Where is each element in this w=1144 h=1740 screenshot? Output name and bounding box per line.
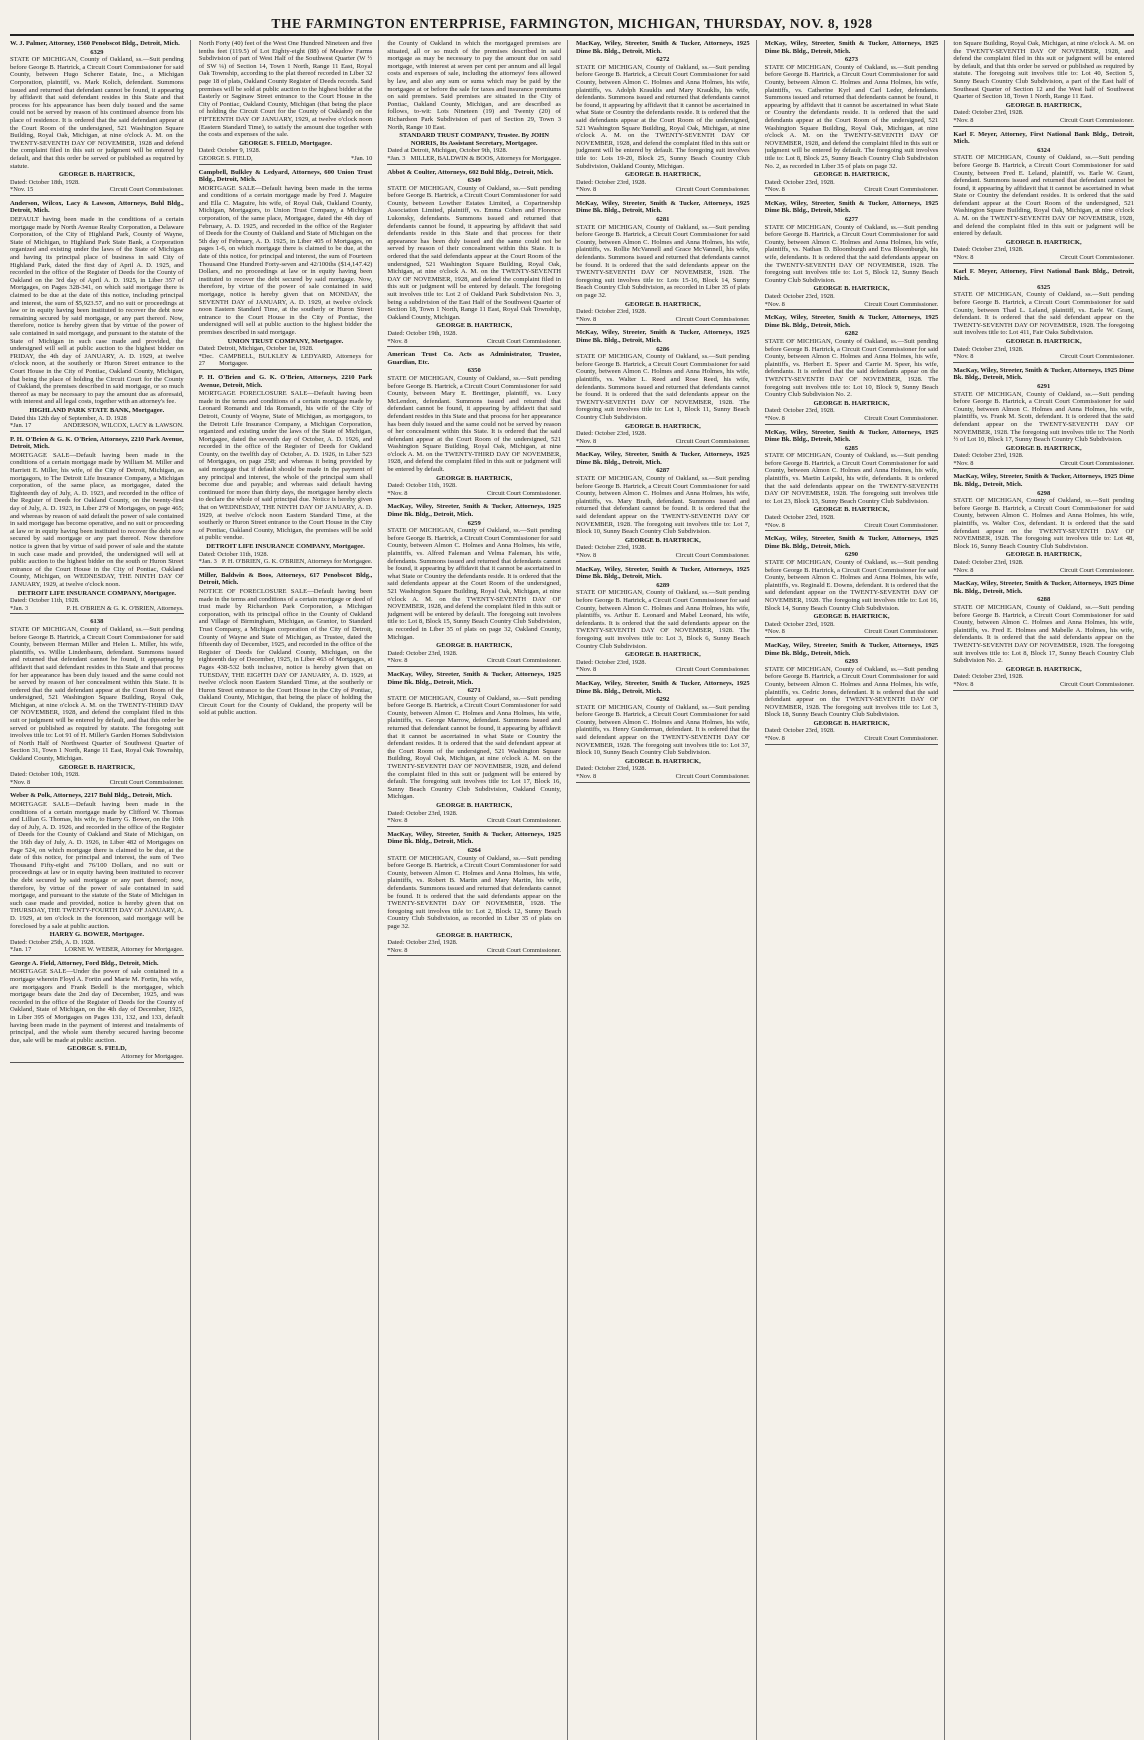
notice-footer-left: *Nov. 8 [387, 817, 408, 825]
notice-date: Dated at Detroit, Michigan, October 9th, 1928. [387, 147, 508, 155]
notice-body: MORTGAGE SALE—Default having been made in the terms and conditions of a certain mortgage made by Fred J. Maguire and Ella C. Maguire, his wife, of Royal Oak, Oakland County, Michigan, Mortgagors, to Union Trust Company, a Michigan corporation, of the same place, Mortgagee, dated the 4th day of February, A. D. 1925, and recorded in the office of the Register of Deeds for the County of Oakland and State of Michigan on the 5th day of February, A. D. 1925, in Liber 405 of Mortgages, on pages 1-6, on which mortgage there is claimed to be due, at the date of this notice, for principal and interest, the sum of Fourteen Thousand One Hundred Forty-seven and 42/100ths ($14,147.42) Dollars, and no proceedings at law or in equity having been instituted to recover the debt secured by said mortgage. Now, therefore, by virtue of the power of sale contained in said mortgage, notice is hereby given that on MONDAY, the SEVENTH DAY of JANUARY, A. D. 1929, at twelve o'clock noon Eastern Standard Time, at the southerly or Huron Street entrance to the Court House in the City of Pontiac, the undersigned will sell at public auction to the highest bidder the premises described in said mortgage. [198, 184, 373, 336]
legal-notice [387, 169, 561, 348]
notice-footer-left: *Nov. 8 [953, 459, 974, 467]
notice-body: MORTGAGE SALE—Default having been made in the conditions of a certain mortgage made by Clifford W. Thomas and Lillian G. Thomas, his wife, to Harry G. Bower, on the 10th day of July, A. D. 1926, and recorded in the office of the Register of Deeds for the County of Oakland and State of Michigan, on the 16th day of July, A. D. 1926, in Liber 482 of Mortgages on Page 524, on which mortgage there is claimed to be due, at the date of this notice, for principal and interest, the sum of Two Thousand Fifty-eight and 76/100 Dollars, and no suit or proceedings at law or in equity having been instituted to recover the debt secured by said mortgage or any part thereof; now, therefore, by virtue of the power of sale contained in said mortgage, and pursuant to the statute of the State of Michigan in such case made and provided, notice is hereby given that on THURSDAY, THE TWENTY-FOURTH DAY OF JANUARY, A. D. 1929, at ten o'clock in the forenoon, said mortgage will be foreclosed by a sale at public auction. [10, 801, 184, 930]
notice-footer-right: Circuit Court Commissioner. [1059, 566, 1134, 574]
notice-signature: GEORGE B. HARTRICK, [58, 763, 135, 771]
legal-notice [953, 580, 1134, 690]
notice-footer-left: *Nov. 8 [764, 521, 785, 529]
notice-columns [10, 40, 1134, 1740]
notice-footer-left: *Dec. 27 [198, 352, 214, 368]
column-4 [576, 40, 757, 1740]
notice-footer-left: *Nov. 8 [10, 778, 31, 786]
notice-body: STATE OF MICHIGAN, County of Oakland, ss.—Suit pending before George B. Hartrick, a Circuit Court Commissioner for said County, between Almon C. Holmes and Anna Holmes, his wife, plaintiffs, vs. Frank M. Scott, defendant. It is ordered that the said defendant appear on the TWENTY-SEVENTH DAY OF NOVEMBER, 1928. The foregoing suit involves title to: The North ½ of Lot 10, Block 17, Sunny Beach Country Club Subdivision. [953, 390, 1134, 444]
notice-date: Dated: October 23rd, 1928. [387, 809, 458, 817]
legal-notice [387, 831, 561, 957]
notice-body: STATE OF MICHIGAN, County of Oakland, ss.—Suit pending before George B. Hartrick, a Circuit Court Commissioner for said County, between Almon C. Holmes and Anna Holmes, his wife, plaintiffs, vs. Cedric Jones, defendant. It is ordered that the said defendant appear on the TWENTY-SEVENTH DAY OF NOVEMBER, 1928. The foregoing suit involves title to: Lot 3, Block 18, Sunny Beach Country Club Subdivision. [764, 665, 939, 719]
notice-header: MacKay, Wiley, Streeter, Smith & Tucker, Attorneys, 1925 Dime Bk. Bldg., Detroit, Mich. [576, 451, 750, 466]
legal-notice [10, 200, 184, 432]
notice-footer-left: *Nov. 8 [953, 680, 974, 688]
notice-footer-right: Circuit Court Commissioner. [675, 437, 750, 445]
notice-footer-right: Circuit Court Commissioner. [486, 337, 561, 345]
notice-footer-left: *Nov. 8 [576, 666, 597, 674]
notice-footer-left: *Nov. 8 [387, 337, 408, 345]
legal-notice [576, 200, 750, 326]
notice-signature: GEORGE B. HARTRICK, [436, 474, 513, 482]
notice-body: STATE OF MICHIGAN, County of Oakland, ss.—Suit pending before George B. Hartrick, a Circuit Court Commissioner for said County, between Almon C. Holmes and Anna Holmes, his wife, plaintiffs, vs. Herbert E. Speer and Carrie M. Speer, his wife, defendants. It is ordered that the said defendants appear on the TWENTY-SEVENTH DAY OF NOVEMBER, 1928. The foregoing suit involves title to: Lot 10, Block 9, Sunny Beach Country Club Subdivision No. 2. [764, 337, 939, 399]
notice-footer-right: LORNE W. WEBER, Attorney for Mortgagee. [64, 946, 184, 954]
notice-footer-left: *Nov. 8 [764, 735, 785, 743]
notice-header: McKay, Wiley, Streeter, Smith & Tucker, Attorneys, 1925 Dime Bk. Bldg., Detroit, Mich. [764, 314, 939, 329]
notice-body: STATE OF MICHIGAN, County of Oakland, ss.—Suit pending before George B. Hartrick, a Circuit Court Commissioner for said County, between Almon C. Holmes and Anna Holmes, his wife, plaintiffs, vs. Catherine Kyrl and Carl Leder, defendants. Summons issued and returned that defendants cannot be found, it appearing by affidavit that it cannot be ascertained in what State or Country the defendants reside. It is ordered that the said defendants appear at the Court Room of the undersigned, 521 Washington Square Building, Royal Oak, Michigan, at nine o'clock A. M. on the TWENTY-SEVENTH DAY OF NOVEMBER, 1928, and defend the complaint filed in this suit or judgment will be entered by default. The foregoing suit involves title to: Lot 8, Block 25, Sunny Beach Country Club Subdivision No. 2, as recorded in Liber 35 of plats on page 32. [764, 63, 939, 170]
notice-header: MacKay, Wiley, Streeter, Smith & Tucker, Attorneys, 1925 Dime Bk. Bldg., Detroit, Mich. [764, 641, 939, 657]
notice-case-number: 6272 [656, 56, 670, 64]
notice-signature: HIGHLAND PARK STATE BANK, Mortgagee. [29, 406, 165, 414]
legal-notice [953, 131, 1134, 264]
notice-body: STATE OF MICHIGAN, County of Oakland, ss.—Suit pending before George B. Hartrick, a Circuit Court Commissioner for said County, between Lowther Estates Limited, a Copartnership Association Limited, plaintiff, vs. Emma Cohen and Florence Lukonsky, defendants. Summons issued and returned that defendants cannot be found, it appearing by affidavit that said defendants reside in this State and that process for their appearance has been duly issued and the same could not be served by reason of their concealment within this State. It is ordered that the said defendants appear at the Court Room of the undersigned, 521 Washington Square Building, Royal Oak, Michigan, at nine o'clock A. M. on the TWENTY-SEVENTH DAY OF NOVEMBER, 1928, and defend the complaint filed in this suit or judgment will be entered by default. The foregoing suit involves title to: Lot 2 of Oakland Park Subdivision No. 3, being a subdivision of the East Half of the Southwest Quarter of Section 18, Town 1 North, Range 11 East, Royal Oak Township, Oakland County, Michigan. [387, 184, 561, 321]
notice-header: McKay, Wiley, Streeter, Smith & Tucker, Attorneys, 1925 Dime Bk. Bldg., Detroit, Mich. [764, 40, 939, 55]
notice-date: Dated: October 23rd, 1928. [764, 514, 835, 522]
notice-signature: GEORGE B. HARTRICK, [436, 802, 513, 809]
notice-header: MacKay, Wiley, Streeter, Smith & Tucker, Attorneys, 1925 Dime Bk. Bldg., Detroit, Mich. [387, 503, 561, 519]
notice-header: Anderson, Wilcox, Lacy & Lawson, Attorneys, Buhl Bldg., Detroit, Mich. [10, 199, 184, 215]
legal-notice [765, 535, 939, 638]
masthead-title: THE FARMINGTON ENTERPRISE, FARMINGTON, MICHIGAN, THURSDAY, NOV. 8, 1928 [271, 16, 873, 31]
legal-notice [199, 374, 373, 568]
notice-footer-left: *Nov. 15 [10, 186, 34, 194]
notice-case-number: 6290 [844, 551, 859, 559]
legal-notice [387, 503, 561, 666]
notice-body: STATE OF MICHIGAN, County of Oakland, ss.—Suit pending before George B. Hartrick, a Circuit Court Commissioner for said County, between Fred E. Leland, plaintiff, vs. Earle W. Grant, defendant. Summons issued and returned that defendant cannot be found, it appearing by affidavit that it cannot be ascertained in what State or Country the defendant resides. It is ordered that the said defendant appear at the Court Room of the undersigned, 521 Washington Square Building, Royal Oak, Michigan, at nine o'clock A. M. on the TWENTY-SEVENTH DAY OF NOVEMBER, 1928, and defend the complaint filed in this suit or judgment will be entered by default. [953, 154, 1134, 238]
legal-notice [953, 40, 1134, 127]
notice-footer-right: Circuit Court Commissioner. [675, 666, 750, 674]
legal-notice [765, 642, 939, 745]
notice-date: Dated: October 11th, 1928. [10, 597, 80, 605]
notice-date: Dated: October 23rd, 1928. [953, 345, 1024, 353]
notice-footer-right: Circuit Court Commissioner. [486, 817, 561, 825]
notice-header: MacKay, Wiley, Streeter, Smith & Tucker, Attorneys, 1925 Dime Bk. Bldg., Detroit, Mich. [953, 580, 1134, 595]
legal-notice [953, 473, 1134, 576]
notice-date: Dated: October 23rd, 1928. [764, 178, 835, 186]
notice-case-number: 6277 [844, 216, 859, 224]
legal-notice [10, 40, 184, 196]
notice-body: the County of Oakland in which the mortgaged premises are situated, all or so much of the premises described in said mortgage as may be necessary to pay the amount due on said mortgage, with interest at seven per cent per annum and all legal costs and expenses of sale, including the attorneys' fees allowed by law, and also any sum or sums which may be paid by the mortgagee at or before the sale for taxes and insurance premiums on said premises. Said premises are situated in the City of Pontiac, Oakland County, Michigan, and are described as follows, to-wit: Lots Nineteen (19) and Twenty (20) of Richardson Park Subdivision of part of Section 29, Town 3 North, Range 10 East. [387, 40, 561, 131]
notice-footer-right: Circuit Court Commissioner. [486, 946, 561, 954]
notice-date: Dated: October 23rd, 1928. [576, 658, 647, 666]
notice-body: STATE OF MICHIGAN, County of Oakland, ss.—Suit pending before George B. Hartrick, a Circuit Court Commissioner for said County, between Almon C. Holmes and Anna Holmes, his wife, plaintiffs, vs. Fred E. Holmes and Mabelle A. Holmes, his wife, defendants. It is ordered that the said defendants appear on the TWENTY-SEVENTH DAY OF NOVEMBER, 1928. The foregoing suit involves title to: Lot 8, Block 17, Sunny Beach Country Club Subdivision No. 2. [953, 603, 1134, 665]
notice-body: STATE OF MICHIGAN, County of Oakland, ss.—Suit pending before George B. Hartrick, a Circuit Court Commissioner for said County, between Almon C. Holmes and Anna Holmes, his wife, plaintiffs, vs. Arthur E. Leonard and Mabel Leonard, his wife, defendants. It is ordered that the said defendants appear on the TWENTY-SEVENTH DAY OF NOVEMBER, 1928. The foregoing suit involves title to: Lot 3, Block 6, Sunny Beach Country Club Subdivision. [576, 589, 750, 650]
notice-body: STATE OF MICHIGAN, County of Oakland, ss.—Suit pending before George B. Hartrick, a Circuit Court Commissioner for said County, between Almon C. Holmes and Anna Holmes, his wife, plaintiffs, vs. Reginald E. Downs, defendant. It is ordered that the said defendant appear on the TWENTY-SEVENTH DAY OF NOVEMBER, 1928. The foregoing suit involves title to: Lot 16, Block 14, Sunny Beach Country Club Subdivision. [764, 559, 939, 612]
legal-notice [199, 169, 373, 370]
legal-notice [953, 268, 1134, 363]
notice-header: P. H. O'Brien and G. K. O'Brien, Attorneys, 2210 Park Avenue, Detroit, Mich. [198, 373, 373, 389]
notice-body: DEFAULT having been made in the conditions of a certain mortgage made by North Avenue Realty Corporation, a Delaware Corporation, of the City of Highland Park, County of Wayne, State of Michigan, to Highland Park State Bank, a Corporation organized and existing under the laws of the State of Michigan and having its principal place of business in said City of Highland Park, dated the first day of April A. D. 1925, and recorded in the office of the Register of Deeds for the County of Oakland on the 3rd day of April A. D. 1925, in Liber 357 of Mortgages, on Pages 328-341, on which said mortgage there is claimed to be due at the date of this notice, including principal and interest, the sum of $5,923.57, and no suit or proceedings at law or in equity having been instituted to recover the debt now remaining secured by said mortgage, or any part thereof. Now, therefore, notice is hereby given that by virtue of the power of sale contained in said mortgage, and pursuant to the statute of the State of Michigan in such case made and provided, the undersigned will sell at public auction to the highest bidder on FRIDAY, the 4th day of JANUARY, A. D. 1929, at twelve o'clock noon, at the southerly or Huron Street entrance to the Court House in the City of Pontiac, Oakland County, Michigan, that being the place of holding the Circuit Court for the County of Oakland, the premises described in said mortgage, or so much thereof as may be necessary to pay the amount due as aforesaid, with interest and all legal costs, together with an attorney's fee. [10, 216, 184, 406]
column-6 [953, 40, 1134, 1740]
notice-date: Dated: October 23rd, 1928. [953, 109, 1024, 117]
notice-footer-right: CAMPBELL, BULKLEY & LEDYARD, Attorneys for Mortgagee. [219, 352, 373, 368]
notice-footer-left: *Nov. 8 [576, 773, 597, 781]
notice-body: STATE OF MICHIGAN, County of Oakland, ss.—Suit pending before George B. Hartrick, a Circuit Court Commissioner for said County, between Almon C. Holmes and Anna Holmes, his wife, plaintiffs, vs. Henry Gunderman, defendant. It is ordered that the said defendant appear on the TWENTY-SEVENTH DAY OF NOVEMBER, 1928. The foregoing suit involves title to: Lot 37, Block 10, Sunny Beach Country Club Subdivision. [576, 703, 750, 757]
notice-footer-right: Circuit Court Commissioner. [864, 414, 939, 422]
notice-header: MacKay, Wiley, Streeter, Smith & Tucker, Attorneys, 1925 Dime Bk. Bldg., Detroit, Mich. [953, 366, 1134, 382]
legal-notice [576, 40, 750, 196]
notice-body: STATE OF MICHIGAN, County of Oakland, ss.—Suit pending before George B. Hartrick, a Circuit Court Commissioner for said County, between Almon C. Holmes and Anna Holmes, his wife, plaintiffs, vs. Alfred Faleman and Velma Faleman, his wife, defendants. Summons issued and returned that defendants cannot be found, it appearing by affidavit that it cannot be ascertained in what State or Country the defendants reside. It is ordered that the said defendants appear at the Court Room of the undersigned, 521 Washington Square Building, Royal Oak, Michigan, at nine o'clock A. M. on the TWENTY-SEVENTH DAY OF NOVEMBER, 1928, and defend the complaint filed in this suit or judgment will be entered by default. The foregoing suit involves title to: Lot 8, Block 15, Sunny Beach Country Club Subdivision, as recorded in Liber 35 of plats on page 32, Oakland County, Michigan. [387, 527, 561, 641]
notice-date: Dated: October 11th, 1928. [387, 482, 457, 490]
notice-footer-left: *Nov. 8 [576, 186, 597, 194]
notice-date: Dated: October 10th, 1928. [10, 771, 80, 779]
notice-footer-left: *Nov. 8 [953, 566, 974, 574]
column-2 [199, 40, 380, 1740]
notice-footer-left: *Nov. 8 [576, 552, 597, 559]
notice-date: Dated: October 23rd, 1928. [387, 649, 458, 657]
legal-notice [765, 314, 939, 424]
notice-body: STATE OF MICHIGAN, County of Oakland, ss.—Suit pending before George B. Hartrick, a Circuit Court Commissioner for said County, between Almon C. Holmes and Anna Holmes, his wife, plaintiffs, vs. Adolph Krauklis and Mary Krauklis, his wife, defendants. Summons issued and returned that defendants cannot be found, it appearing by affidavit that it cannot be ascertained in what State or Country the defendants reside. It is ordered that the said defendants appear at the Court Room of the undersigned, 521 Washington Square Building, Royal Oak, Michigan, at nine o'clock A. M. on the TWENTY-SEVENTH DAY OF NOVEMBER, 1928, and defend the complaint filed in this suit or judgment will be entered by default. The foregoing suit involves title to: Lots 19-20, Block 25, Sunny Beach Country Club Subdivision, Oakland County, Michigan. [576, 63, 750, 170]
notice-footer-left: *Nov. 8 [387, 657, 408, 665]
notice-signature: GEORGE B. HARTRICK, [624, 171, 701, 179]
notice-footer-left: *Nov. 8 [387, 489, 408, 497]
legal-notice [576, 451, 750, 561]
notice-footer-right: Circuit Court Commissioner. [486, 489, 561, 497]
notice-body: STATE OF MICHIGAN, County of Oakland, ss.—Suit pending before George B. Hartrick, a Circuit Court Commissioner for said County, between Almon C. Holmes and Anna Holmes, his wife, plaintiffs, vs. Nathan D. Bloomburgh and Eva Bloomburgh, his wife, defendants. It is ordered that the said defendants appear on the TWENTY-SEVENTH DAY OF NOVEMBER, 1928. The foregoing suit involves title to: Lot 5, Block 12, Sunny Beach Country Club Subdivision. [764, 223, 939, 284]
notice-footer-right: Circuit Court Commissioner. [864, 521, 939, 529]
notice-case-number: 6264 [467, 846, 481, 854]
notice-footer-right: Circuit Court Commissioner. [1059, 254, 1134, 262]
notice-signature: GEORGE B. HARTRICK, [624, 300, 701, 308]
notice-footer-right: Circuit Court Commissioner. [675, 773, 750, 781]
notice-body: MORTGAGE FORECLOSURE SALE—Default having been made in the terms and conditions of a certain mortgage made by Leonard Romandi and Ida Romandi, his wife of the City of Detroit, County of Wayne, State of Michigan, as mortgagors, to the Detroit Life Insurance Company, a Michigan Corporation, organized and existing under the laws of the State of Michigan, Mortgagee, dated the seventh day of October, A. D. 1926, and recorded in the office of the Register of Deeds for Oakland County, on the twelfth day of October, A. D. 1926, in Liber 523 of Mortgages, on page 258; and whereas it being provided by said mortgage that if default should be made in the payment of any principal and interest, the whole of the principal sum shall become due and payable; and whereas said default having continued for more than thirty days, the mortgagee hereby elects to declare the whole of said principal due. Notice is hereby given that on WEDNESDAY, THE NINTH DAY OF JANUARY, A. D. 1929, at twelve o'clock noon Eastern Standard Time, at the southerly or Huron Street entrance to the Court House in the City of Pontiac, Oakland County, Michigan, the premises will be sold at public vendue. [198, 390, 373, 542]
notice-footer-right: Circuit Court Commissioner. [486, 657, 561, 665]
notice-signature: STANDARD TRUST COMPANY, Trustee. By JOHN NORRIS, Its Assistant Secretary, Mortgagee. [399, 132, 550, 147]
notice-case-number: 6282 [844, 330, 859, 338]
notice-case-number: 6259 [467, 519, 481, 527]
notice-header: McKay, Wiley, Streeter, Smith & Tucker, Attorneys, 1925 Dime Bk. Bldg., Detroit, Mich. [764, 535, 939, 550]
notice-header: McKay, Wiley, Streeter, Smith & Tucker, Attorneys, 1925 Dime Bk. Bldg., Detroit, Mich. [576, 329, 750, 344]
notice-body: STATE OF MICHIGAN, County of Oakland, ss.—Suit pending before George B. Hartrick, a Circuit Court Commissioner for said County, between Mary E. Brettinger, plaintiff, vs. Lucy McLendon, defendant. Summons issued and returned that defendant cannot be found, it appearing by affidavit that said defendant resides in this State and that process for her appearance has been duly issued and the same could not be served by reason of her concealment within this State. It is ordered that the said defendant appear at the Court Room of the undersigned, 521 Washington Square Building, Royal Oak, Michigan, at nine o'clock A. M. on the TWENTY-THIRD DAY OF NOVEMBER, 1928, and defend the complaint filed in this suit or judgment will be entered by default. [387, 374, 561, 474]
notice-date: Dated: October 23rd, 1928. [576, 765, 647, 773]
notice-body: STATE OF MICHIGAN, County of Oakland, ss.—Suit pending before George B. Hartrick, a Circuit Court Commissioner for said County, between Almon C. Holmes and Anna Holmes, his wife, plaintiffs, vs. Mary Brath, defendant. Summons issued and returned that defendant cannot be found. It is ordered that the said defendant appear on the TWENTY-SEVENTH DAY OF NOVEMBER, 1928. The foregoing suit involves title to: Lot 7, Block 10, Sunny Beach Country Club Subdivision. [576, 475, 750, 536]
notice-signature: GEORGE B. HARTRICK, [624, 536, 701, 544]
legal-notice [765, 429, 939, 532]
notice-footer-right: ANDERSON, WILCOX, LACY & LAWSON. [63, 422, 184, 430]
notice-case-number: 6325 [1037, 283, 1051, 291]
notice-signature: GEORGE B. HARTRICK, [58, 171, 135, 179]
notice-footer-right: Circuit Court Commissioner. [1059, 459, 1134, 467]
legal-notice [953, 367, 1134, 470]
notice-signature: GEORGE B. HARTRICK, [813, 399, 890, 407]
notice-signature: GEORGE B. HARTRICK, [1005, 238, 1082, 246]
legal-notice [387, 40, 561, 165]
notice-footer-left: *Jan. 3 [10, 604, 29, 612]
notice-case-number: 6273 [844, 56, 859, 64]
notice-case-number: 6285 [844, 444, 859, 452]
notice-footer-right: Circuit Court Commissioner. [1059, 680, 1134, 688]
notice-date: Dated: October 23rd, 1928. [576, 308, 647, 316]
notice-body: STATE OF MICHIGAN, County of Oakland, ss.—Suit pending before George B. Hartrick, a Circuit Court Commissioner for said County, between Hugo Scherer Estate, Inc., a Michigan Corporation, plaintiff, vs. Mark Kolich, defendant. Summons issued and returned that defendant cannot be found, it appearing by affidavit that said defendant resides in this State and that process for his appearance has been duly issued and the same could not be served by reason of his continued absence from his place of residence. It is ordered that the said defendant appear at the Court Room of the undersigned, 521 Washington Square Building, Royal Oak, Michigan, at nine o'clock A. M. on the TWENTY-SEVENTH DAY OF NOVEMBER, 1928 and defend the complaint filed in this suit or judgment will be entered by default, and that this order be served or published as required by statute. [10, 56, 184, 170]
notice-signature: GEORGE B. HARTRICK, [436, 322, 513, 330]
notice-signature: GEORGE B. HARTRICK, [624, 651, 701, 659]
notice-signature: GEORGE B. HARTRICK, [436, 931, 513, 939]
notice-header: MacKay, Wiley, Streeter, Smith & Tucker, Attorneys, 1925 Dime Bk. Bldg., Detroit, Mich. [387, 830, 561, 846]
notice-case-number: 6281 [656, 216, 670, 224]
legal-notice [10, 960, 184, 1063]
column-1 [10, 40, 191, 1740]
notice-header: MacKay, Wiley, Streeter, Smith & Tucker, Attorneys, 1925 Dime Bk. Bldg., Detroit, Mich. [576, 40, 750, 55]
legal-notice [10, 792, 184, 955]
legal-notice [576, 329, 750, 447]
notice-footer-left: *Nov. 8 [764, 186, 785, 194]
notice-body: STATE OF MICHIGAN, County of Oakland, ss.—Suit pending before George B. Hartrick, a Circuit Court Commissioner for said County, between Almon C. Holmes and Anna Holmes, his wife, plaintiffs, vs. George Marrow, defendant. Summons issued and returned that defendant cannot be found, it appearing by affidavit that it cannot be ascertained in what State or Country the defendant resides. It is ordered that the said defendant appear at the Court Room of the undersigned, 521 Washington Square Building, Royal Oak, Michigan, at nine o'clock A. M. on the TWENTY-SEVENTH DAY OF NOVEMBER, 1928, and defend the complaint filed in this suit or judgment will be entered by default. The foregoing suit involves title to: Lot 17, Block 16, Sunny Beach Country Club Subdivision, Oakland County, Michigan. [387, 694, 561, 801]
notice-footer-right: Circuit Court Commissioner. [864, 186, 939, 194]
column-5 [765, 40, 946, 1740]
notice-date: Dated: October 23rd, 1928. [953, 246, 1024, 254]
notice-body: North Forty (40) feet of the West One Hundred Nineteen and five tenths feet (119.5) of Lot Eighty-eight (88) of Meadow Farms Subdivision of part of West Half of the Southwest Quarter (W ½ of SW ¼) of Section 14, Town 1 North, Range 11 East, Royal Oak Township, according to the plat thereof recorded in Liber 32 page 18 of plats, Oakland County Register of Deeds records. Said premises will be sold at public auction to the highest bidder at the Easterly or Saginaw Street entrance to the Court House in the City of Pontiac, Oakland County, Michigan (that being the place of holding the Circuit Court for the County of Oakland) on the FIFTEENTH DAY OF JANUARY, 1929, at twelve o'clock noon (Eastern Standard Time), to satisfy the amount due together with the costs and expenses of the sale. [198, 40, 373, 139]
notice-header: W. J. Palmer, Attorney, 1560 Penobscot Bldg., Detroit, Mich. [10, 40, 180, 47]
notice-case-number: 6289 [656, 581, 670, 589]
notice-body: ton Square Building, Royal Oak, Michigan, at nine o'clock A. M. on the TWENTY-SEVENTH DAY OF NOVEMBER, 1928, and defend the complaint filed in this suit or judgment will be entered by default, and that this order be served or published as required by statute. The foregoing suit involves title to: Lot 40, Section 5, Sunny Beach Country Club Subdivision, a part of the East half of Southeast Quarter of Section 12 and the West half of Southwest Quarter of Section 18, Town 1 North, Range 11 East. [953, 40, 1134, 101]
notice-footer-right: Circuit Court Commissioner. [675, 315, 750, 323]
notice-signature: GEORGE B. HARTRICK, [624, 422, 701, 430]
notice-case-number: 6349 [467, 177, 481, 185]
notice-date: Dated: October 23rd, 1928. [953, 452, 1024, 460]
notice-footer-right: Attorney for Mortgagee. [121, 1053, 184, 1060]
notice-date: Dated: October 23rd, 1928. [953, 673, 1024, 681]
notice-footer-left: *Jan. 3 [387, 154, 406, 162]
notice-case-number: 6292 [656, 696, 670, 704]
notice-header: MacKay, Wiley, Streeter, Smith & Tucker, Attorneys, 1925 Dime Bk. Bldg., Detroit, Mich. [953, 473, 1134, 489]
notice-footer-left: *Jan. 3 [198, 558, 217, 566]
notice-signature: GEORGE S. FIELD, [67, 1045, 127, 1053]
notice-date: Dated: October 23rd, 1928. [576, 178, 647, 186]
notice-footer-right: MILLER, BALDWIN & BOOS, Attorneys for Mortgagee. [410, 154, 561, 162]
notice-signature: GEORGE B. HARTRICK, [1005, 101, 1082, 109]
notice-header: Karl F. Meyer, Attorney, First National Bank Bldg., Detroit, Mich. [953, 130, 1134, 146]
notice-header: Weber & Polk, Attorneys, 2217 Buhl Bldg., Detroit, Mich. [10, 792, 173, 800]
notice-date: Dated: October 23rd, 1928. [764, 293, 835, 300]
notice-body: STATE OF MICHIGAN, County of Oakland, ss.—Suit pending before George B. Hartrick, a Circuit Court Commissioner for said County, between Almon C. Holmes and Anna Holmes, his wife, plaintiffs, vs. Walter L. Reed and Rose Reed, his wife, defendants. Summons issued and returned that defendants cannot be found. It is ordered that the said defendants appear on the TWENTY-SEVENTH DAY OF NOVEMBER, 1928. The foregoing suit involves title to: Lot 1, Block 11, Sunny Beach Country Club Subdivision. [576, 353, 750, 421]
notice-header: George A. Field, Attorney, Ford Bldg., Detroit, Mich. [10, 959, 159, 967]
notice-signature: DETROIT LIFE INSURANCE COMPANY, Mortgagee. [206, 543, 365, 550]
notice-body: MORTGAGE SALE—Under the power of sale contained in a mortgage wherein Floyd A. Fortin and Marie M. Fortin, his wife, are mortgagors and Frank Bedell is the mortgagee, which mortgage bears date the 2nd day of December, 1925, and was recorded in the office of the Register of Deeds for the County of Oakland, State of Michigan, on the 4th day of December, 1925, in Liber 395 of Mortgages on Pages 131, 132, and 133, default having been made in the payment of interest and instalments of principal, and the whole sum thereby secured having become due, sale will be made at public auction. [10, 968, 184, 1044]
notice-signature: GEORGE B. HARTRICK, [1005, 665, 1082, 673]
notice-footer-left: *Nov. 8 [953, 353, 974, 361]
notice-header: MacKay, Wiley, Streeter, Smith & Tucker, Attorneys, 1925 Dime Bk. Bldg., Detroit, Mich. [576, 679, 750, 695]
notice-header: American Trust Co. Acts as Administrator, Trustee, Guardian, Etc. [387, 351, 561, 366]
notice-case-number: 6286 [656, 345, 670, 353]
notice-date: Dated: October 18th, 1928. [10, 178, 80, 186]
legal-notice [387, 351, 561, 499]
notice-date: Dated: October 23rd, 1928. [764, 727, 835, 735]
notice-header: McKay, Wiley, Streeter, Smith & Tucker, Attorneys, 1925 Dime Bk. Bldg., Detroit, Mich. [764, 428, 939, 444]
notice-body: STATE OF MICHIGAN, County of Oakland, ss.—Suit pending before George B. Hartrick, a Circuit Court Commissioner for said County, between Almon C. Holmes and Anna Holmes, his wife, plaintiffs, vs. Robert B. Martin and Mary Martin, his wife, defendants. Summons issued and returned that defendants cannot be found. It is ordered that the said defendants appear on the TWENTY-SEVENTH DAY OF NOVEMBER, 1928. The foregoing suit involves title to: Lot 2, Block 12, Sunny Beach Country Club Subdivision, as recorded in Liber 35 of plats on page 32. [387, 854, 561, 930]
notice-case-number: 6288 [1037, 596, 1051, 604]
notice-header: MacKay, Wiley, Streeter, Smith & Tucker, Attorneys, 1925 Dime Bk. Bldg., Detroit, Mich. [387, 670, 561, 686]
notice-signature: GEORGE B. HARTRICK, [624, 757, 701, 765]
notice-footer-right: Circuit Court Commissioner. [864, 300, 939, 308]
legal-notice [576, 680, 750, 783]
notice-signature: UNION TRUST COMPANY, Mortgagee. [227, 337, 344, 345]
legal-notice [387, 671, 561, 827]
notice-footer-right: P. H. O'BRIEN, G. K. O'BRIEN, Attorneys for Mortgagee. [221, 558, 373, 566]
notice-date: Dated: October 23rd, 1928. [576, 544, 647, 552]
notice-signature: GEORGE B. HARTRICK, [436, 642, 513, 650]
notice-footer-right: Circuit Court Commissioner. [864, 735, 939, 743]
notice-case-number: 6324 [1037, 146, 1051, 154]
notice-footer-left: *Nov. 8 [764, 628, 785, 636]
notice-footer-right: *Jan. 10 [351, 154, 373, 162]
notice-footer-left: GEORGE S. FIELD, [198, 154, 253, 162]
notice-body: MORTGAGE SALE—Default having been made in the conditions of a certain mortgage made by William M. Miller and Harriett E. Miller, his wife, of the City of Detroit, Michigan, as mortgagors, to The Detroit Life Insurance Company, a Michigan corporation, of the same place, as mortgagee, dated the Eighteenth day of July, A. D. 1923, and recorded in the office of the Register of Deeds for Oakland County, on the twenty-first day of July, A. D. 1923, in Liber 279 of Mortgages, on page 465; and whereas by reason of said default the power of sale contained in said mortgage has become operative, and no suit or proceeding at law or in equity having been instituted to recover the debt now secured by said mortgage or any part thereof. Now therefore notice is given that by virtue of said power of sale and the statute in such case made and provided, the undersigned will sell at public auction to the highest bidder on the south or Huron Street entrance of the Court House in the City of Pontiac, Oakland County, Michigan, on WEDNESDAY, THE NINTH DAY OF JANUARY, 1929, at twelve o'clock noon. [10, 451, 184, 588]
notice-date: Dated: October 23rd, 1928. [764, 407, 835, 415]
notice-footer-left: *Nov. 8 [764, 300, 785, 308]
notice-date: Dated: October 23rd, 1928. [764, 620, 835, 628]
legal-notice [199, 40, 373, 165]
notice-case-number: 6350 [467, 367, 481, 375]
notice-header: Campbell, Bulkley & Ledyard, Attorneys, 600 Union Trust Bldg., Detroit, Mich. [198, 168, 373, 184]
legal-notice [765, 40, 939, 196]
notice-signature: GEORGE B. HARTRICK, [813, 171, 890, 179]
notice-signature: GEORGE B. HARTRICK, [813, 719, 890, 727]
notice-body: STATE OF MICHIGAN, County of Oakland, ss.—Suit pending before George B. Hartrick, a Circuit Court Commissioner for said County, between Herman Miller and Helen L. Miller, his wife, plaintiffs, vs. Willie Lindenbaum, defendant. Summons issued and returned that defendant cannot be found, it appearing by affidavit that said defendant resides in this State and that process for her appearance has been duly issued and the same could not be served by reason of her concealment within this State. It is ordered that the said defendant appear at the Court Room of the undersigned, 521 Washington Square Building, Royal Oak, Michigan, at nine o'clock A. M. on the TWENTY-THIRD DAY OF NOVEMBER, 1928, and defend the complaint filed in this suit or judgment will be entered by default, and that this order be served or published as required by statute. The foregoing suit involves title to: Lot 91 of H. Miller's Garden Homes Subdivision of North Half of Northwest Quarter of Southwest Quarter of Section 31, Town 1 North, Range 11 East, Royal Oak Township, Oakland County, Michigan. [10, 625, 184, 763]
notice-footer-left: *Jan. 17 [10, 946, 32, 954]
masthead [10, 6, 1134, 36]
notice-signature: GEORGE B. HARTRICK, [813, 613, 890, 621]
notice-footer-right: Circuit Court Commissioner. [675, 552, 750, 559]
notice-signature: GEORGE B. HARTRICK, [813, 506, 890, 514]
notice-header: Karl F. Meyer, Attorney, First National Bank Bldg., Detroit, Mich. [953, 267, 1134, 283]
notice-date: Dated: October 9, 1928. [198, 147, 261, 155]
notice-footer-left: *Nov. 8 [576, 315, 597, 323]
notice-footer-right: Circuit Court Commissioner. [1059, 353, 1134, 361]
notice-case-number: 6138 [90, 618, 104, 626]
notice-date: Dated: October 23rd, 1928. [387, 939, 458, 947]
notice-footer-left: *Nov. 8 [953, 116, 974, 124]
legal-notice [765, 200, 939, 310]
notice-case-number: 6298 [1037, 489, 1051, 497]
notice-body: STATE OF MICHIGAN, County of Oakland, ss.—Suit pending before George B. Hartrick, a Circuit Court Commissioner for said County, between Almon C. Holmes and Anna Holmes, his wife, plaintiffs, vs. Rollie McVannell and Grace McVannell, his wife, defendants. Summons issued and returned that defendants cannot be found. It is ordered that the said defendants appear on the TWENTY-SEVENTH DAY OF NOVEMBER, 1928. The foregoing suit involves title to: Lots 15-16, Block 14, Sunny Beach Country Club Subdivision, as recorded in Liber 35 of plats on page 32. [576, 223, 750, 299]
notice-signature: GEORGE B. HARTRICK, [813, 285, 890, 293]
notice-footer-right: P. H. O'BRIEN & G. K. O'BRIEN, Attorneys. [66, 604, 184, 612]
notice-footer-left: *Nov. 8 [576, 437, 597, 445]
notice-date: Dated: October 23rd, 1928. [576, 430, 647, 438]
notice-case-number: 6287 [656, 467, 670, 475]
notice-footer-left: *Nov. 8 [953, 254, 974, 262]
notice-date: Dated: Detroit, Michigan, October 1st, 1928. [198, 345, 314, 353]
notice-header: McKay, Wiley, Streeter, Smith & Tucker, Attorneys, 1925 Dime Bk. Bldg., Detroit, Mich. [576, 199, 750, 215]
notice-body: STATE OF MICHIGAN, County of Oakland, ss.—Suit pending before George B. Hartrick, a Circuit Court Commissioner for said County, between Thad L. Leland, plaintiff, vs. Earle W. Grant, defendant. It is ordered that the said defendant appear on the TWENTY-SEVENTH DAY OF NOVEMBER, 1928. The foregoing suit involves title to: Lot 411, Fair Oaks Subdivision. [953, 291, 1134, 337]
notice-footer-right: Circuit Court Commissioner. [864, 628, 939, 636]
notice-header: McKay, Wiley, Streeter, Smith & Tucker, Attorneys, 1925 Dime Bk. Bldg., Detroit, Mich. [764, 199, 939, 215]
notice-case-number: 6293 [844, 658, 859, 666]
notice-signature: GEORGE B. HARTRICK, [1005, 551, 1082, 559]
notice-footer-left: *Nov. 8 [764, 414, 785, 422]
legal-notice [199, 572, 373, 717]
legal-notice [576, 566, 750, 676]
notice-case-number: 6329 [90, 48, 104, 56]
notice-header: MacKay, Wiley, Streeter, Smith & Tucker, Attorneys, 1925 Dime Bk. Bldg., Detroit, Mich. [576, 565, 750, 581]
notice-body: NOTICE OF FORECLOSURE SALE—Default having been made in the terms and conditions of a certain mortgage or deed of trust made by Richardson Park Corporation, a Michigan corporation, with its principal office in the County of Oakland and Village of Birmingham, Michigan, as Grantor, to Standard Trust Company, a Michigan corporation of the City of Detroit, County of Wayne and State of Michigan, as Trustee, dated the fifteenth day of December, 1925, and recorded in the office of the Register of Deeds for Oakland County, Michigan, on the eighteenth day of December, 1925, in Liber 463 of Mortgages, at Pages 438-532 both inclusive, notice is hereby given that on TUESDAY, THE EIGHTH DAY OF JANUARY, A. D. 1929, at twelve o'clock noon Eastern Standard Time, at the southerly or Huron Street entrance to the Court House in the City of Pontiac, Oakland County, Michigan, that being the place of holding the Circuit Court for the County of Oakland, the property will be sold at public auction. [198, 587, 373, 717]
notice-date: Dated this 12th day of September, A. D. 1928 [10, 414, 127, 422]
notice-footer-left: *Nov. 8 [387, 946, 408, 954]
notice-signature: GEORGE B. HARTRICK, [1005, 337, 1082, 345]
notice-signature: HARRY G. BOWER, Mortgagee. [49, 931, 145, 939]
legal-notice [10, 618, 184, 788]
notice-body: STATE OF MICHIGAN, County of Oakland, ss.—Suit pending before George B. Hartrick, a Circuit Court Commissioner for said County, between Almon C. Holmes and Anna Holmes, his wife, plaintiffs, vs. Martin Leipski, his wife, defendants. It is ordered that the said defendants appear on the TWENTY-SEVENTH DAY OF NOVEMBER, 1928. The foregoing suit involves title to: Lot 23, Block 13, Sunny Beach Country Club Subdivision. [764, 452, 939, 505]
notice-footer-right: Circuit Court Commissioner. [1059, 116, 1134, 124]
notice-header: P. H. O'Brien & G. K. O'Brien, Attorneys, 2210 Park Avenue, Detroit, Mich. [10, 435, 184, 451]
notice-footer-right: Circuit Court Commissioner. [675, 186, 750, 194]
notice-header: Abbot & Coulter, Attorneys, 602 Buhl Bldg., Detroit, Mich. [387, 168, 554, 176]
notice-body: STATE OF MICHIGAN, County of Oakland, ss.—Suit pending before George B. Hartrick, a Circuit Court Commissioner for said County, between Almon C. Holmes and Anna Holmes, his wife, plaintiffs, vs. Walter Cox, defendant. It is ordered that the said defendant appear on the TWENTY-SEVENTH DAY OF NOVEMBER, 1928. The foregoing suit involves title to: Lot 48, Block 16, Sunny Beach Country Club Subdivision. [953, 497, 1134, 550]
notice-date: Dated: October 25th, A. D. 1928. [10, 938, 96, 946]
notice-signature: GEORGE S. FIELD, Mortgagee. [238, 139, 333, 147]
notice-date: Dated: October 19th, 1928. [387, 329, 458, 337]
column-3 [387, 40, 568, 1740]
notice-date: Dated: October 11th, 1928. [198, 550, 269, 558]
notice-footer-right: Circuit Court Commissioner. [109, 778, 184, 786]
notice-signature: GEORGE B. HARTRICK, [1005, 444, 1082, 452]
legal-notice [10, 436, 184, 615]
notice-signature: DETROIT LIFE INSURANCE COMPANY, Mortgagee. [17, 589, 177, 597]
notice-header: Miller, Baldwin & Boos, Attorneys, 617 Penobscot Bldg., Detroit, Mich. [198, 571, 373, 587]
notice-case-number: 6291 [1037, 382, 1051, 390]
notice-footer-left: *Jan. 17 [10, 422, 32, 430]
notice-case-number: 6271 [467, 687, 481, 695]
notice-footer-right: Circuit Court Commissioner. [109, 186, 184, 194]
notice-date: Dated: October 23rd, 1928. [953, 559, 1024, 566]
